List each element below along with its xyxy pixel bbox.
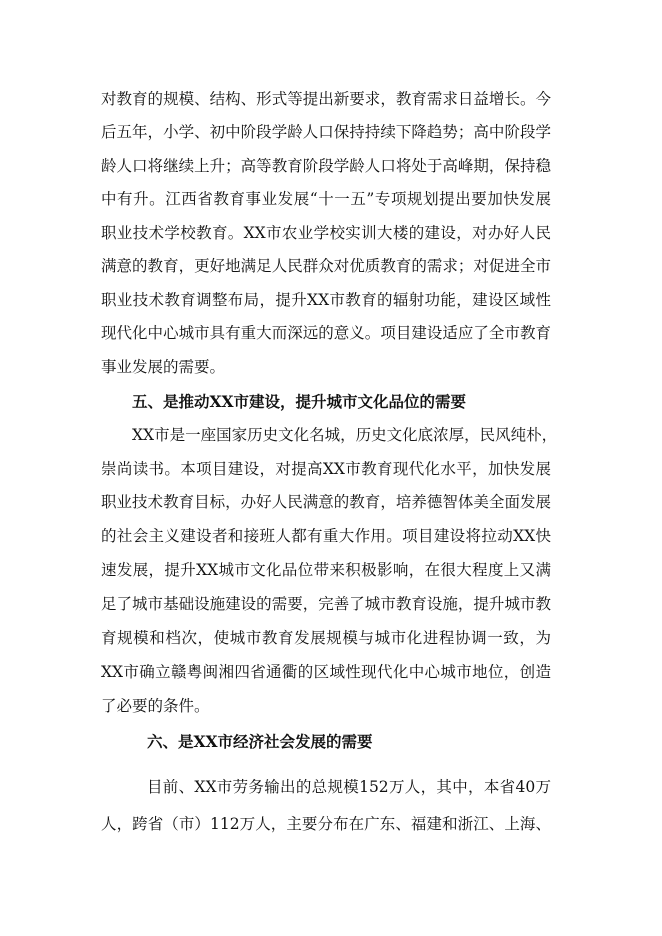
paragraph-line: 后五年，小学、初中阶段学龄人口保持持续下降趋势；高中阶段学 [101, 123, 551, 141]
paragraph-line: 中有升。江西省教育事业发展“十一五”专项规划提出要加快发展 [101, 190, 551, 208]
paragraph-line: 育规模和档次，使城市教育发展规模与城市化进程协调一致，为 [101, 629, 551, 647]
paragraph-line: 人，跨省（市）112万人，主要分布在广东、福建和浙江、上海、 [101, 815, 551, 833]
paragraph-line: 的社会主义建设者和接班人都有重大作用。项目建设将拉动XX快 [101, 527, 551, 545]
paragraph-line: 足了城市基础设施建设的需要，完善了城市教育设施，提升城市教 [101, 595, 551, 613]
paragraph-line: 满意的教育，更好地满足人民群众对优质教育的需求；对促进全市 [101, 257, 551, 275]
paragraph-line: 目前、XX市劳务输出的总规模152万人，其中，本省40万 [147, 778, 551, 796]
section-heading: 五、是推动XX市建设，提升城市文化品位的需要 [132, 392, 467, 411]
section-heading: 六、是XX市经济社会发展的需要 [147, 732, 373, 751]
paragraph-line: 事业发展的需要。 [101, 358, 226, 376]
paragraph-line: XX市确立赣粤闽湘四省通衢的区域性现代化中心城市地位，创造 [101, 663, 551, 681]
paragraph-line: 现代化中心城市具有重大而深远的意义。项目建设适应了全市教育 [101, 324, 551, 342]
paragraph-line: 职业技术学校教育。XX市农业学校实训大楼的建设，对办好人民 [101, 224, 551, 242]
paragraph-line: XX市是一座国家历史文化名城，历史文化底浓厚，民风纯朴， [132, 426, 558, 444]
paragraph-line: 龄人口将继续上升；高等教育阶段学龄人口将处于高峰期，保持稳 [101, 157, 551, 175]
paragraph-line: 职业技术教育调整布局，提升XX市教育的辐射功能，建设区域性 [101, 291, 551, 309]
paragraph-line: 了必要的条件。 [101, 697, 210, 715]
paragraph-line: 速发展，提升XX城市文化品位带来积极影响，在很大程度上又满 [101, 561, 551, 579]
paragraph-line: 对教育的规模、结构、形式等提出新要求，教育需求日益增长。今 [101, 90, 551, 108]
paragraph-line: 职业技术教育目标，办好人民满意的教育，培养德智体美全面发展 [101, 493, 551, 511]
paragraph-line: 崇尚读书。本项目建设，对提高XX市教育现代化水平，加快发展 [101, 460, 551, 478]
